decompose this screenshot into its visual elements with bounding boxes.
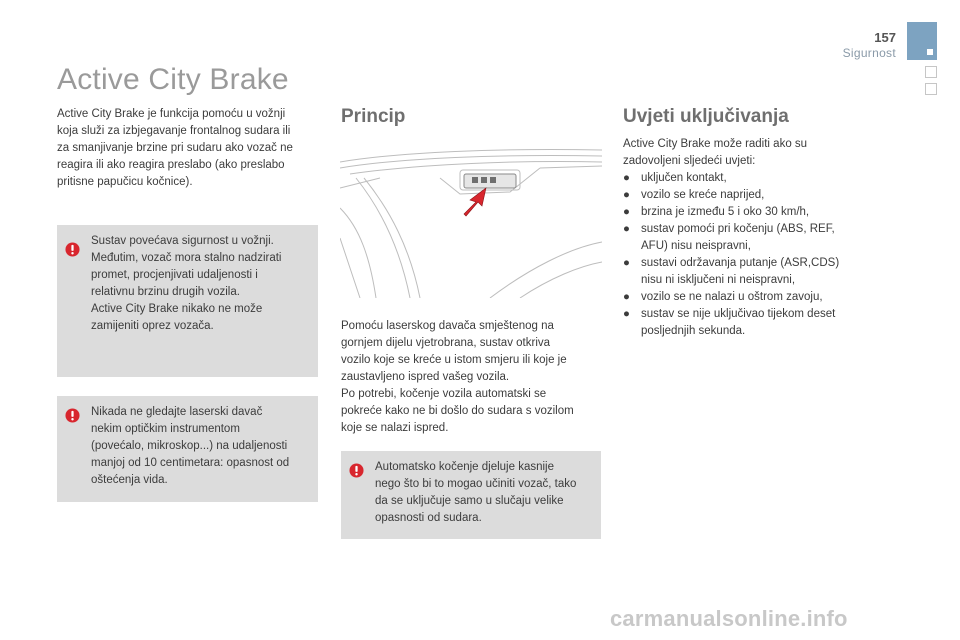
text-line: gornjem dijelu vjetrobrana, sustav otkriva [341,337,551,349]
conditions-list [623,170,893,340]
section-tab-active[interactable] [907,22,937,60]
text-line: koje se nalazi ispred. [341,422,449,434]
text-line: Sustav povećava sigurnost u vožnji. [91,235,274,247]
text-line: zadovoljeni sljedeći uvjeti: [623,155,756,167]
text-line: Po potrebi, kočenje vozila automatski se [341,388,547,400]
windscreen-sensor-illustration [340,148,602,298]
text-line: Active City Brake je funkcija pomoću u vožnji [57,108,286,120]
text-line: reagira ili ako reagira preslabo (ako preslabo [57,159,285,171]
section-name: Sigurnost [842,46,896,60]
exclamation-warning-icon [65,408,80,423]
text-line: opasnosti od sudara. [375,512,482,524]
text-line: manjoj od 10 centimetara: opasnost od [91,457,290,469]
bullet: ● [623,223,630,235]
bullet: ● [623,189,630,201]
section-heading-uvjeti: Uvjeti uključivanja [623,106,789,127]
text-line: Active City Brake nikako ne može [91,303,263,315]
text-line: oštećenja vida. [91,474,168,486]
warning-text [375,459,597,527]
footer-watermark: carmanualsonline.info [610,606,848,631]
warning-box [57,396,318,502]
text-line: relativnu brzinu drugih vozila. [91,286,240,298]
text-line: zaustavljeno ispred vašeg vozila. [341,371,510,383]
page-number: 157 [874,30,896,45]
list-item: ● brzina je između 5 i oko 30 km/h, [623,204,893,221]
uvjeti-intro [623,136,893,170]
section-tab-empty[interactable] [925,83,937,95]
text-line: zamijeniti oprez vozača. [91,320,214,332]
bullet: ● [623,206,630,218]
princip-paragraph [341,318,603,437]
bullet: ● [623,291,630,303]
list-item: ● uključen kontakt, [623,170,893,187]
text-line: Pomoću laserskog davača smještenog na [341,320,554,332]
list-item: ● vozilo se ne nalazi u oštrom zavoju, [623,289,893,306]
list-item: ● vozilo se kreće naprijed, [623,187,893,204]
list-item: ● sustav se nije uključivao tijekom deset posljednjih sekunda. [623,308,836,337]
text-line: nego što bi to mogao učiniti vozač, tako [375,478,577,490]
text-line: pokreće kako ne bi došlo do sudara s vozilom [341,405,574,417]
text-line: koja služi za izbjegavanje frontalnog sudara ili [57,125,291,137]
text-line: da se uključuje samo u slučaju velike [375,495,564,507]
bullet: ● [623,257,630,269]
text-line: Međutim, vozač mora stalno nadzirati [91,252,282,264]
bullet: ● [623,308,630,320]
text-line: pritisne papučicu kočnice). [57,176,193,188]
text-line: Automatsko kočenje djeluje kasnije [375,461,554,473]
text-line: nekim optičkim instrumentom [91,423,240,435]
exclamation-warning-icon [65,242,80,257]
text-line: (povećalo, mikroskop...) na udaljenosti [91,440,288,452]
text-line: vozilo koje se kreće u istom smjeru ili koje je [341,354,567,366]
list-item: ● sustavi održavanja putanje (ASR,CDS) nisu ni isključeni ni neispravni, [623,257,840,286]
section-heading-princip: Princip [341,106,406,127]
text-line: promet, procjenjivati udaljenosti i [91,269,258,281]
text-line: za smanjivanje brzine pri sudaru ako vozač ne [57,142,293,154]
warning-text [91,404,313,489]
text-line: Active City Brake može raditi ako su [623,138,808,150]
intro-paragraph [57,106,327,191]
section-tab-empty[interactable] [925,66,937,78]
warning-box [57,225,318,377]
exclamation-warning-icon [349,463,364,478]
warning-box [341,451,601,539]
bullet: ● [623,172,630,184]
list-item: ● sustav pomoći pri kočenju (ABS, REF, AFU) nisu neispravni, [623,223,835,252]
warning-text [91,233,313,335]
page-title: Active City Brake [57,63,289,96]
text-line: Nikada ne gledajte laserski davač [91,406,263,418]
